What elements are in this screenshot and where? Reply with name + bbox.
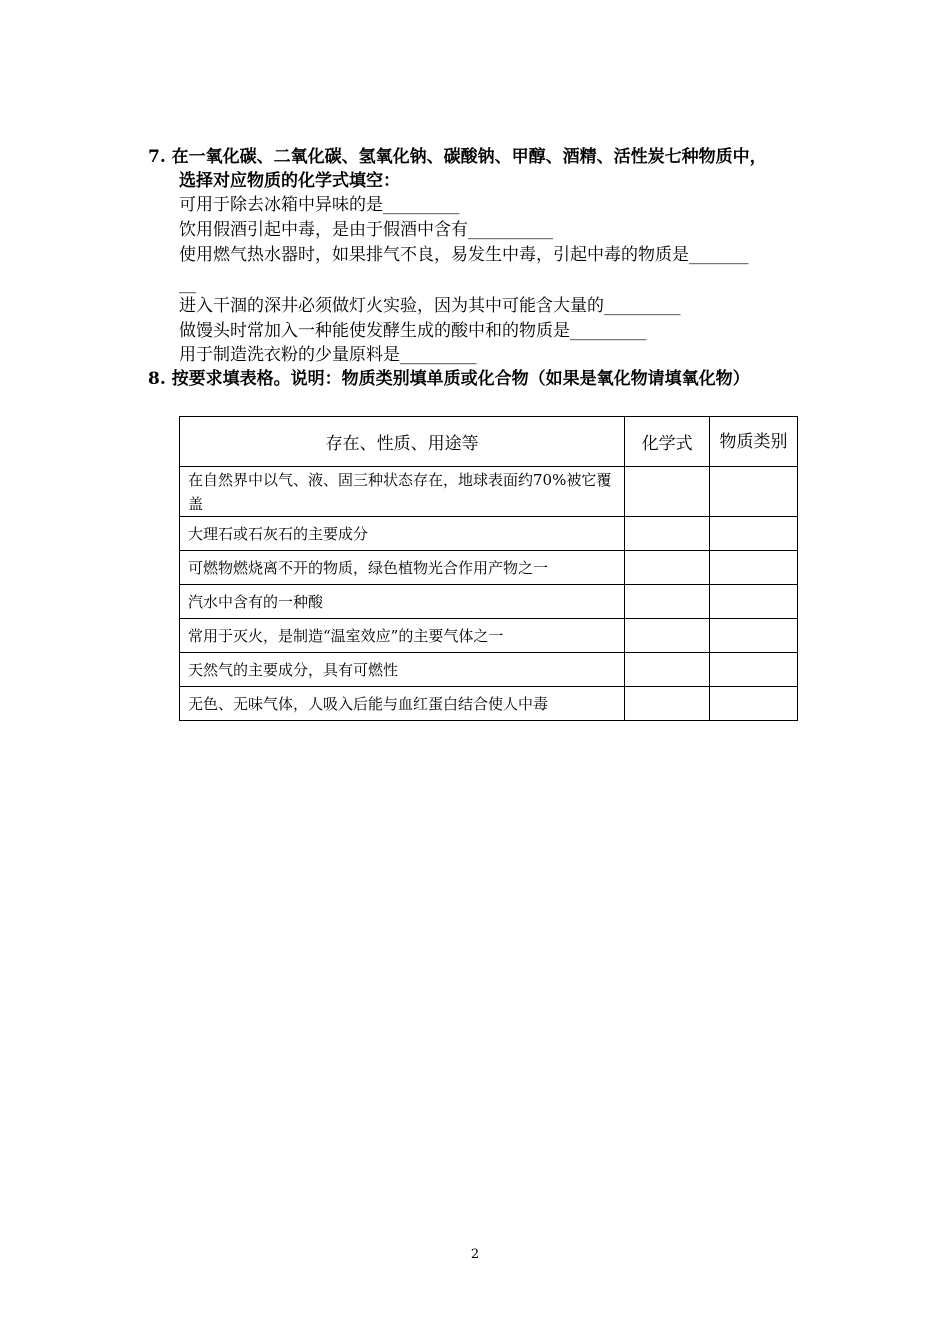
question-7-subtitle: 选择对应物质的化学式填空： [179, 171, 400, 191]
question-7-title: 7. 在一氧化碳、二氧化碳、氢氧化钠、碳酸钠、甲醇、酒精、活性炭七种物质中， [148, 147, 767, 167]
table-row [180, 619, 798, 653]
q7-line-4: 进入干涸的深井必须做灯火实验，因为其中可能含大量的_________ [179, 296, 681, 316]
answer-table [179, 416, 798, 721]
table-row [180, 687, 798, 721]
row-description: 汽水中含有的一种酸 [180, 585, 625, 619]
formula-cell[interactable] [625, 551, 710, 585]
category-cell[interactable] [710, 467, 798, 517]
row-description: 在自然界中以气、液、固三种状态存在，地球表面约70%被它覆盖 [180, 467, 625, 517]
formula-cell[interactable] [625, 585, 710, 619]
q7-line-3-continuation: __ [179, 274, 196, 294]
row-description: 大理石或石灰石的主要成分 [180, 517, 625, 551]
table-row [180, 551, 798, 585]
table-row [180, 517, 798, 551]
q7-line-1: 可用于除去冰箱中异味的是_________ [179, 195, 460, 215]
row-description: 天然气的主要成分，具有可燃性 [180, 653, 625, 687]
q7-line-5: 做馒头时常加入一种能使发酵生成的酸中和的物质是_________ [179, 321, 647, 341]
category-cell[interactable] [710, 687, 798, 721]
category-cell[interactable] [710, 619, 798, 653]
category-cell[interactable] [710, 653, 798, 687]
formula-cell[interactable] [625, 687, 710, 721]
category-cell[interactable] [710, 551, 798, 585]
formula-cell[interactable] [625, 467, 710, 517]
table-row [180, 585, 798, 619]
question-8-title: 8. 按要求填表格。说明：物质类别填单质或化合物（如果是氧化物请填氧化物） [148, 369, 750, 389]
formula-cell[interactable] [625, 653, 710, 687]
row-description: 无色、无味气体，人吸入后能与血红蛋白结合使人中毒 [180, 687, 625, 721]
row-description: 可燃物燃烧离不开的物质，绿色植物光合作用产物之一 [180, 551, 625, 585]
q7-line-2: 饮用假酒引起中毒，是由于假酒中含有__________ [179, 220, 553, 240]
q7-line-3: 使用燃气热水器时，如果排气不良，易发生中毒，引起中毒的物质是_______ [179, 245, 749, 265]
category-cell[interactable] [710, 517, 798, 551]
header-formula: 化学式 [625, 417, 710, 467]
row-description: 常用于灭火，是制造“温室效应”的主要气体之一 [180, 619, 625, 653]
page-number: 2 [470, 1247, 480, 1262]
formula-cell[interactable] [625, 619, 710, 653]
formula-cell[interactable] [625, 517, 710, 551]
header-properties: 存在、性质、用途等 [180, 417, 625, 467]
table-row [180, 467, 798, 517]
table-header-row [180, 417, 798, 467]
category-cell[interactable] [710, 585, 798, 619]
q7-line-6: 用于制造洗衣粉的少量原料是_________ [179, 345, 477, 365]
table-row [180, 653, 798, 687]
header-category: 物质类别 [710, 417, 798, 467]
